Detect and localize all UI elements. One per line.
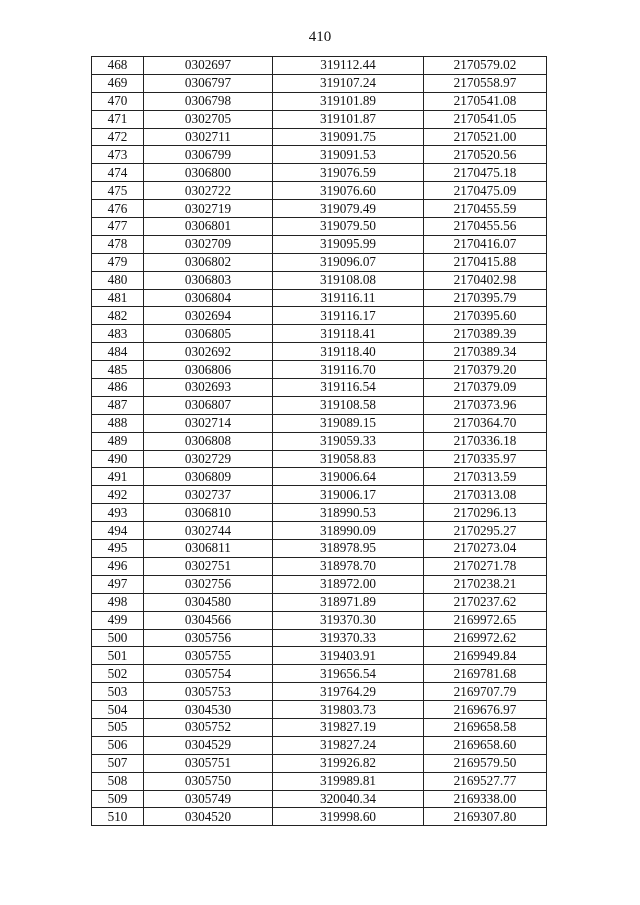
table-row (92, 92, 547, 110)
point-id-cell: 0304529 (144, 736, 273, 754)
table-row (92, 396, 547, 414)
point-id-cell: 0302756 (144, 575, 273, 593)
x-coordinate-cell: 319091.53 (273, 146, 424, 164)
x-coordinate-cell: 319089.15 (273, 414, 424, 432)
table-row (92, 182, 547, 200)
point-number-cell: 476 (92, 200, 144, 218)
point-number-cell: 504 (92, 701, 144, 719)
x-coordinate-cell: 318971.89 (273, 593, 424, 611)
point-number-cell: 485 (92, 361, 144, 379)
table-row (92, 432, 547, 450)
table-row (92, 468, 547, 486)
y-coordinate-cell: 2170373.96 (424, 396, 547, 414)
table-row (92, 164, 547, 182)
page-number: 410 (308, 29, 332, 45)
y-coordinate-cell: 2170336.18 (424, 432, 547, 450)
y-coordinate-cell: 2170455.59 (424, 200, 547, 218)
point-number-cell: 472 (92, 128, 144, 146)
x-coordinate-cell: 319656.54 (273, 665, 424, 683)
point-number-cell: 475 (92, 182, 144, 200)
x-coordinate-cell: 319116.54 (273, 379, 424, 397)
point-number-cell: 493 (92, 504, 144, 522)
table-row (92, 629, 547, 647)
point-id-cell: 0302711 (144, 128, 273, 146)
x-coordinate-cell: 319108.08 (273, 271, 424, 289)
table-row (92, 343, 547, 361)
y-coordinate-cell: 2170379.20 (424, 361, 547, 379)
point-number-cell: 483 (92, 325, 144, 343)
point-number-cell: 497 (92, 575, 144, 593)
y-coordinate-cell: 2170475.09 (424, 182, 547, 200)
x-coordinate-cell: 319116.70 (273, 361, 424, 379)
point-number-cell: 490 (92, 450, 144, 468)
x-coordinate-cell: 319926.82 (273, 754, 424, 772)
y-coordinate-cell: 2170520.56 (424, 146, 547, 164)
x-coordinate-cell: 319006.17 (273, 486, 424, 504)
table-row (92, 325, 547, 343)
point-id-cell: 0302744 (144, 522, 273, 540)
y-coordinate-cell: 2170273.04 (424, 540, 547, 558)
point-id-cell: 0306803 (144, 271, 273, 289)
table-row (92, 611, 547, 629)
table-row (92, 414, 547, 432)
y-coordinate-cell: 2170402.98 (424, 271, 547, 289)
table-row (92, 110, 547, 128)
point-id-cell: 0302697 (144, 57, 273, 75)
point-number-cell: 479 (92, 253, 144, 271)
x-coordinate-cell: 319091.75 (273, 128, 424, 146)
x-coordinate-cell: 319118.41 (273, 325, 424, 343)
y-coordinate-cell: 2169338.00 (424, 790, 547, 808)
point-number-cell: 503 (92, 683, 144, 701)
table-row (92, 575, 547, 593)
point-number-cell: 477 (92, 218, 144, 236)
table-row (92, 683, 547, 701)
table-row (92, 504, 547, 522)
table-row (92, 540, 547, 558)
point-number-cell: 500 (92, 629, 144, 647)
point-id-cell: 0302705 (144, 110, 273, 128)
x-coordinate-cell: 319076.60 (273, 182, 424, 200)
y-coordinate-cell: 2169972.65 (424, 611, 547, 629)
point-number-cell: 491 (92, 468, 144, 486)
y-coordinate-cell: 2170541.08 (424, 92, 547, 110)
x-coordinate-cell: 319764.29 (273, 683, 424, 701)
table-row (92, 379, 547, 397)
y-coordinate-cell: 2170296.13 (424, 504, 547, 522)
x-coordinate-cell: 319059.33 (273, 432, 424, 450)
point-id-cell: 0302737 (144, 486, 273, 504)
point-id-cell: 0304530 (144, 701, 273, 719)
y-coordinate-cell: 2170389.39 (424, 325, 547, 343)
table-row (92, 307, 547, 325)
y-coordinate-cell: 2170271.78 (424, 557, 547, 575)
table-row (92, 557, 547, 575)
point-id-cell: 0306810 (144, 504, 273, 522)
y-coordinate-cell: 2169781.68 (424, 665, 547, 683)
table-row (92, 486, 547, 504)
table-row (92, 593, 547, 611)
point-number-cell: 496 (92, 557, 144, 575)
point-id-cell: 0305751 (144, 754, 273, 772)
x-coordinate-cell: 319998.60 (273, 808, 424, 826)
point-id-cell: 0304520 (144, 808, 273, 826)
point-number-cell: 494 (92, 522, 144, 540)
y-coordinate-cell: 2170558.97 (424, 74, 547, 92)
x-coordinate-cell: 318990.53 (273, 504, 424, 522)
point-id-cell: 0306801 (144, 218, 273, 236)
point-id-cell: 0302722 (144, 182, 273, 200)
y-coordinate-cell: 2170541.05 (424, 110, 547, 128)
table-row (92, 361, 547, 379)
point-id-cell: 0305756 (144, 629, 273, 647)
point-number-cell: 469 (92, 74, 144, 92)
table-row (92, 450, 547, 468)
point-id-cell: 0306809 (144, 468, 273, 486)
x-coordinate-cell: 318978.70 (273, 557, 424, 575)
point-number-cell: 473 (92, 146, 144, 164)
y-coordinate-cell: 2170395.79 (424, 289, 547, 307)
x-coordinate-cell: 319076.59 (273, 164, 424, 182)
x-coordinate-cell: 319108.58 (273, 396, 424, 414)
table-row (92, 57, 547, 75)
x-coordinate-cell: 319095.99 (273, 235, 424, 253)
point-id-cell: 0306799 (144, 146, 273, 164)
x-coordinate-cell: 319112.44 (273, 57, 424, 75)
point-number-cell: 478 (92, 235, 144, 253)
y-coordinate-cell: 2169707.79 (424, 683, 547, 701)
y-coordinate-cell: 2169972.62 (424, 629, 547, 647)
x-coordinate-cell: 318972.00 (273, 575, 424, 593)
table-row (92, 772, 547, 790)
y-coordinate-cell: 2170455.56 (424, 218, 547, 236)
point-number-cell: 480 (92, 271, 144, 289)
point-number-cell: 506 (92, 736, 144, 754)
y-coordinate-cell: 2169527.77 (424, 772, 547, 790)
point-id-cell: 0304566 (144, 611, 273, 629)
point-id-cell: 0302694 (144, 307, 273, 325)
y-coordinate-cell: 2170313.08 (424, 486, 547, 504)
point-id-cell: 0305749 (144, 790, 273, 808)
x-coordinate-cell: 319116.11 (273, 289, 424, 307)
y-coordinate-cell: 2170313.59 (424, 468, 547, 486)
x-coordinate-cell: 318990.09 (273, 522, 424, 540)
y-coordinate-cell: 2169658.58 (424, 718, 547, 736)
table-row (92, 665, 547, 683)
point-number-cell: 502 (92, 665, 144, 683)
point-id-cell: 0306806 (144, 361, 273, 379)
point-number-cell: 486 (92, 379, 144, 397)
table-row (92, 718, 547, 736)
point-number-cell: 510 (92, 808, 144, 826)
point-number-cell: 498 (92, 593, 144, 611)
point-number-cell: 471 (92, 110, 144, 128)
y-coordinate-cell: 2170415.88 (424, 253, 547, 271)
y-coordinate-cell: 2170389.34 (424, 343, 547, 361)
point-number-cell: 488 (92, 414, 144, 432)
table-row (92, 235, 547, 253)
point-id-cell: 0306811 (144, 540, 273, 558)
x-coordinate-cell: 319079.49 (273, 200, 424, 218)
point-number-cell: 489 (92, 432, 144, 450)
point-id-cell: 0306800 (144, 164, 273, 182)
point-number-cell: 507 (92, 754, 144, 772)
point-id-cell: 0302693 (144, 379, 273, 397)
y-coordinate-cell: 2169658.60 (424, 736, 547, 754)
coordinates-table (91, 56, 547, 826)
point-number-cell: 505 (92, 718, 144, 736)
table-row (92, 218, 547, 236)
y-coordinate-cell: 2169949.84 (424, 647, 547, 665)
point-id-cell: 0306808 (144, 432, 273, 450)
point-id-cell: 0306798 (144, 92, 273, 110)
table-row (92, 128, 547, 146)
point-number-cell: 484 (92, 343, 144, 361)
table-row (92, 647, 547, 665)
point-id-cell: 0305754 (144, 665, 273, 683)
point-id-cell: 0302729 (144, 450, 273, 468)
x-coordinate-cell: 319101.87 (273, 110, 424, 128)
point-id-cell: 0302692 (144, 343, 273, 361)
point-id-cell: 0304580 (144, 593, 273, 611)
x-coordinate-cell: 319370.33 (273, 629, 424, 647)
table-row (92, 289, 547, 307)
point-id-cell: 0302709 (144, 235, 273, 253)
y-coordinate-cell: 2169579.50 (424, 754, 547, 772)
x-coordinate-cell: 319118.40 (273, 343, 424, 361)
point-number-cell: 481 (92, 289, 144, 307)
point-number-cell: 499 (92, 611, 144, 629)
point-id-cell: 0302714 (144, 414, 273, 432)
point-id-cell: 0305753 (144, 683, 273, 701)
point-number-cell: 495 (92, 540, 144, 558)
point-number-cell: 474 (92, 164, 144, 182)
y-coordinate-cell: 2170579.02 (424, 57, 547, 75)
point-id-cell: 0302719 (144, 200, 273, 218)
x-coordinate-cell: 318978.95 (273, 540, 424, 558)
table-row (92, 271, 547, 289)
y-coordinate-cell: 2170295.27 (424, 522, 547, 540)
table-row (92, 253, 547, 271)
point-number-cell: 508 (92, 772, 144, 790)
table-body (92, 57, 547, 826)
point-number-cell: 468 (92, 57, 144, 75)
table-row (92, 74, 547, 92)
point-id-cell: 0306802 (144, 253, 273, 271)
x-coordinate-cell: 319079.50 (273, 218, 424, 236)
point-number-cell: 509 (92, 790, 144, 808)
x-coordinate-cell: 319116.17 (273, 307, 424, 325)
y-coordinate-cell: 2169676.97 (424, 701, 547, 719)
point-number-cell: 487 (92, 396, 144, 414)
table-row (92, 754, 547, 772)
x-coordinate-cell: 319827.24 (273, 736, 424, 754)
point-number-cell: 470 (92, 92, 144, 110)
point-id-cell: 0306797 (144, 74, 273, 92)
y-coordinate-cell: 2170335.97 (424, 450, 547, 468)
y-coordinate-cell: 2170395.60 (424, 307, 547, 325)
y-coordinate-cell: 2170379.09 (424, 379, 547, 397)
point-id-cell: 0306804 (144, 289, 273, 307)
point-id-cell: 0305752 (144, 718, 273, 736)
x-coordinate-cell: 319803.73 (273, 701, 424, 719)
table-row (92, 701, 547, 719)
table-row (92, 808, 547, 826)
table-row (92, 146, 547, 164)
point-id-cell: 0306807 (144, 396, 273, 414)
x-coordinate-cell: 319101.89 (273, 92, 424, 110)
point-id-cell: 0306805 (144, 325, 273, 343)
point-number-cell: 492 (92, 486, 144, 504)
table-row (92, 200, 547, 218)
x-coordinate-cell: 319827.19 (273, 718, 424, 736)
x-coordinate-cell: 319403.91 (273, 647, 424, 665)
point-number-cell: 501 (92, 647, 144, 665)
x-coordinate-cell: 319058.83 (273, 450, 424, 468)
table-row (92, 736, 547, 754)
x-coordinate-cell: 319989.81 (273, 772, 424, 790)
point-id-cell: 0305750 (144, 772, 273, 790)
y-coordinate-cell: 2170364.70 (424, 414, 547, 432)
x-coordinate-cell: 319096.07 (273, 253, 424, 271)
table-row (92, 522, 547, 540)
x-coordinate-cell: 319107.24 (273, 74, 424, 92)
y-coordinate-cell: 2169307.80 (424, 808, 547, 826)
y-coordinate-cell: 2170416.07 (424, 235, 547, 253)
point-id-cell: 0305755 (144, 647, 273, 665)
y-coordinate-cell: 2170521.00 (424, 128, 547, 146)
y-coordinate-cell: 2170238.21 (424, 575, 547, 593)
x-coordinate-cell: 319370.30 (273, 611, 424, 629)
point-id-cell: 0302751 (144, 557, 273, 575)
y-coordinate-cell: 2170475.18 (424, 164, 547, 182)
x-coordinate-cell: 319006.64 (273, 468, 424, 486)
point-number-cell: 482 (92, 307, 144, 325)
table-row (92, 790, 547, 808)
x-coordinate-cell: 320040.34 (273, 790, 424, 808)
y-coordinate-cell: 2170237.62 (424, 593, 547, 611)
